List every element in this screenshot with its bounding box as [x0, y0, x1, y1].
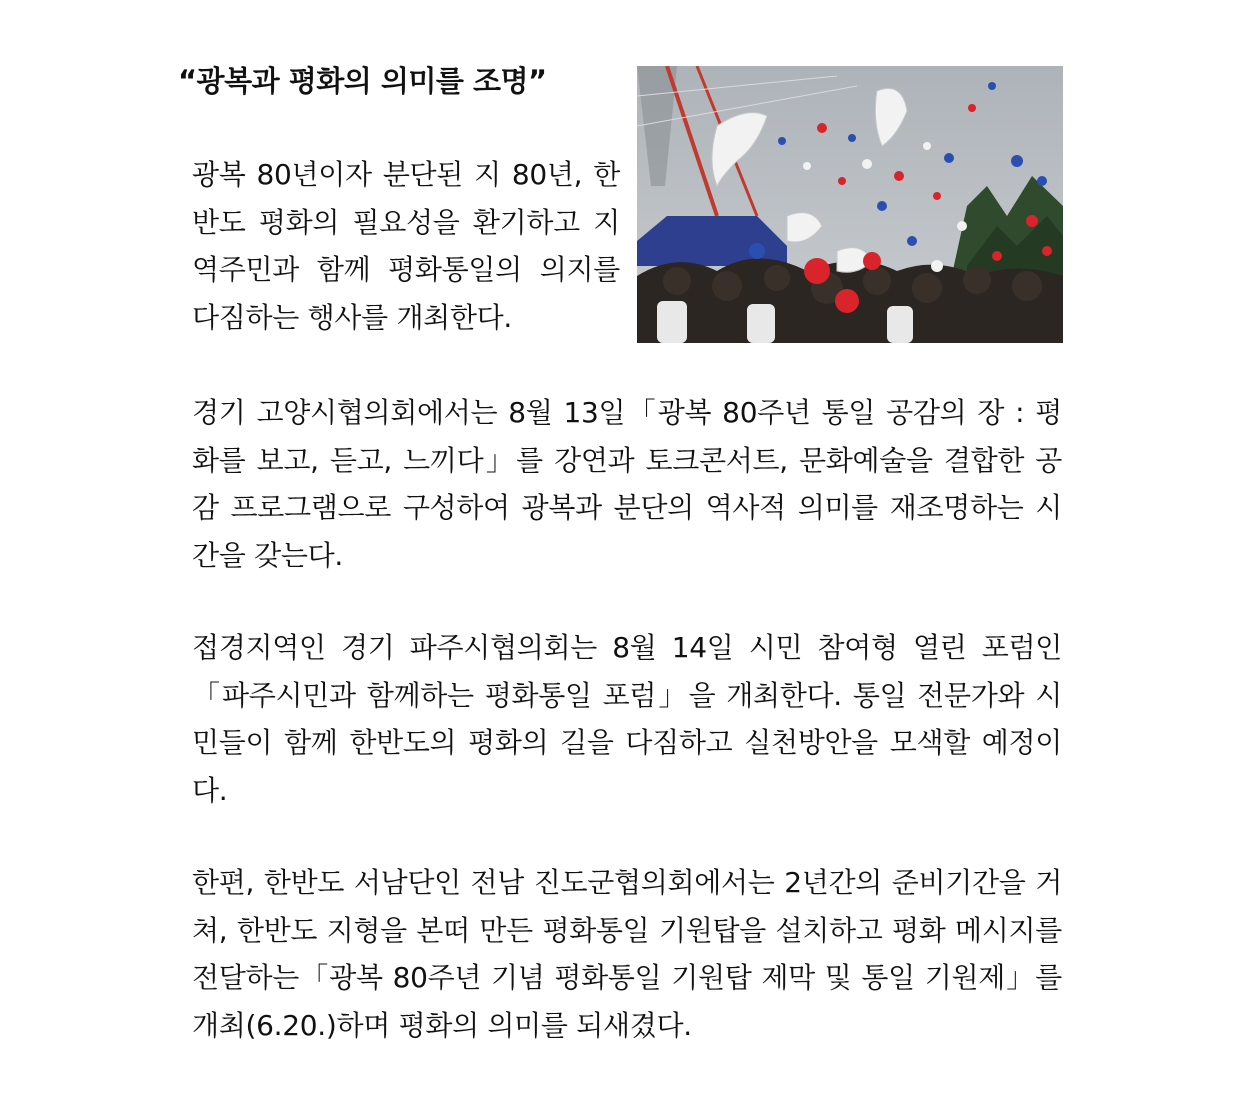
balloon-release-photo-icon	[637, 66, 1063, 343]
document-page	[178, 56, 1062, 1049]
event-photo	[637, 66, 1063, 343]
paragraph-jindo: 한편, 한반도 서남단인 전남 진도군협의회에서는 2년간의 준비기간을 거쳐, 한반도 지형을 본떠 만든 평화통일 기원탑을 설치하고 평화 메시지를 전달하는「광복 80주년 기념 평화통일 기원탑 제막 및 통일 기원제」를 개최(6.20.)하며 평화의 의미를 되새겼다.	[192, 866, 1062, 1042]
lead-text-column	[178, 56, 620, 341]
paragraph-intro: 광복 80년이자 분단된 지 80년, 한반도 평화의 필요성을 환기하고 지역주민과 함께 평화통일의 의지를 다짐하는 행사를 개최한다.	[192, 158, 620, 334]
paragraph-goyang: 경기 고양시협의회에서는 8월 13일「광복 80주년 통일 공감의 장 : 평화를 보고, 듣고, 느끼다」를 강연과 토크콘서트, 문화예술을 결합한 공감 프로그램으로 구성하여 광복과 분단의 역사적 의미를 재조명하는 시간을 갖는다.	[192, 396, 1062, 572]
paragraph-paju: 접경지역인 경기 파주시협의회는 8월 14일 시민 참여형 열린 포럼인「파주시민과 함께하는 평화통일 포럼」을 개최한다. 통일 전문가와 시민들이 함께 한반도의 평화의 길을 다짐하고 실천방안을 모색할 예정이다.	[192, 631, 1062, 807]
section-heading: “광복과 평화의 의미를 조명”	[178, 64, 547, 98]
lead-section	[178, 56, 1062, 344]
